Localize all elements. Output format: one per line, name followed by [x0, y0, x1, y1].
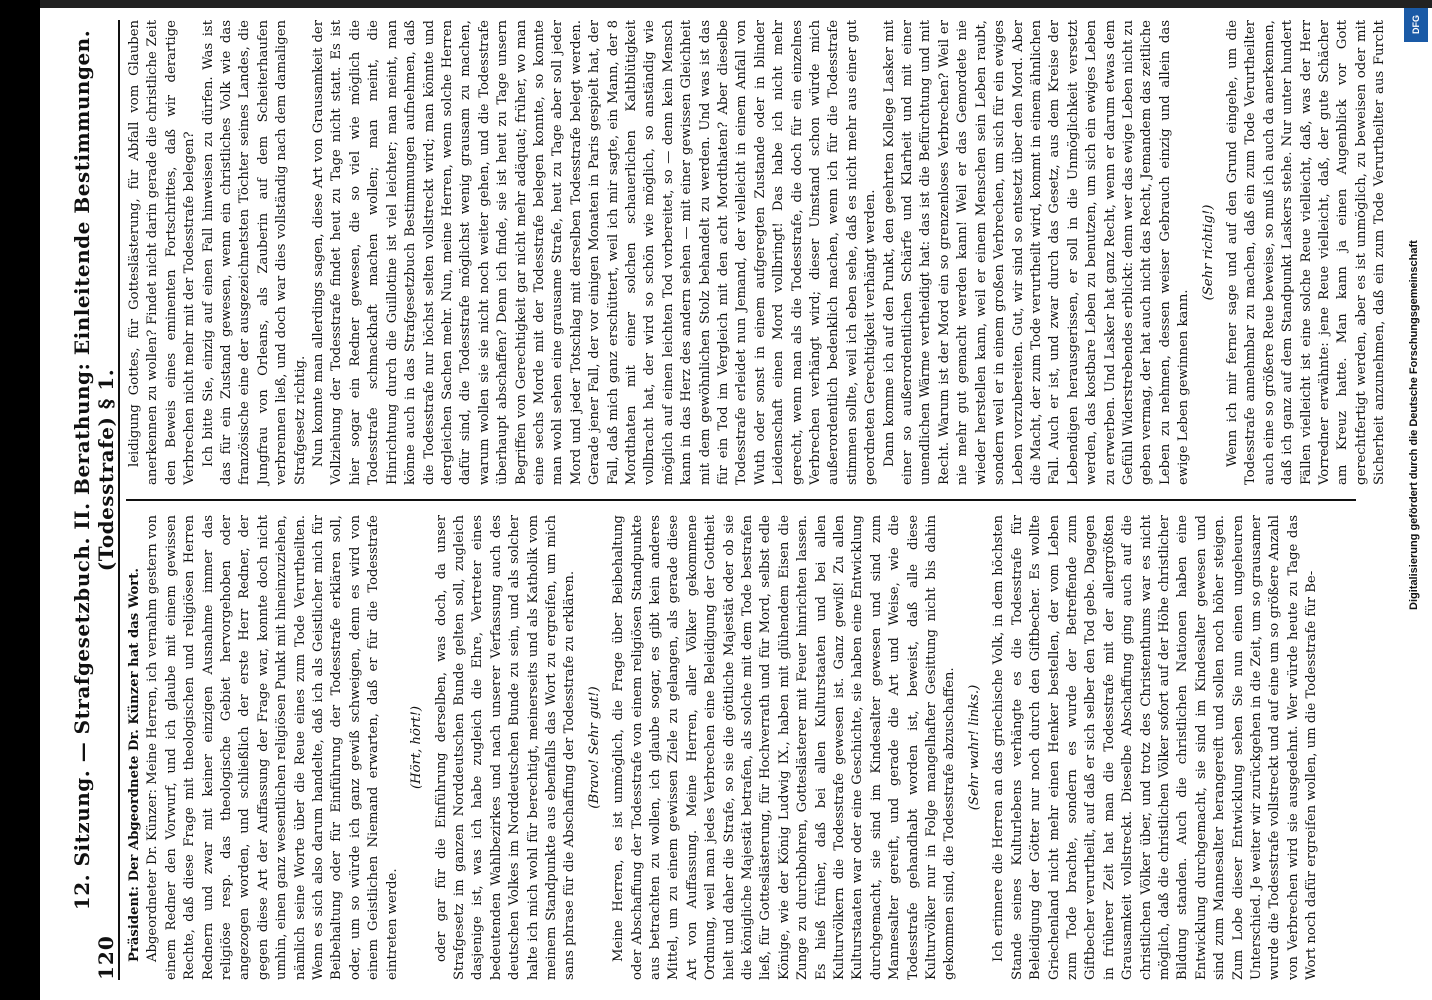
- running-title: 12. Sitzung. — Strafgesetzbuch. II. Berathung: Einleitende Bestimmungen. (Todesstrafe) § 1.: [70, 29, 118, 911]
- left-column: [126, 515, 1356, 980]
- interjection: (Sehr wahr! links.): [966, 684, 982, 811]
- scan-dark-edge: [0, 0, 40, 1000]
- interjection: (Bravo! Sehr gut!): [586, 686, 602, 809]
- paragraph: Ich erinnere die Herren an das griechische Volk, in dem höchsten Stande seines Kulturlebens verhängte es die Todesstrafe für Beleidigung der Götter nur noch durch den Giftbecher. Es wollte Griechenland nicht mehr einen Henker bestellen, der vom Leben zum Tode brachte, sondern es wurde der Betreffende zum Giftbecher verurtheilt, auf daß er sich selber den Tod gebe. Dagegen in früherer Zeit hat man die Todesstrafe mit der allergrößten Grausamkeit vollstreckt. Dieselbe Abschaffung ging auch auf die christlichen Völker über, und trotz des Christenthums war es nicht möglich, daß die christlichen Völker sofort auf der Höhe christlicher Bildung standen. Auch die christlichen Nationen haben eine Entwicklung durchgemacht, sie sind im Kindesalter gewesen und sind zum Mannesalter herangereift und sollen noch höher steigen. Zum Lobe dieser Entwicklung sehen Sie nun einen ungeheuren Unterschied. Je weiter wir zurückgehen in die Zeit, um so grausamer wurde die Todesstrafe vollstreckt und auf eine um so größere Anzahl von Verbrechen wird sie ausgedehnt. Wer würde heute zu Tage das Wort noch dafür ergreifen wollen, um die Todesstrafe für Be-: [991, 515, 1320, 980]
- rotated-page-content: [70, 20, 1388, 980]
- paragraph: Ich bitte Sie, einzig auf einen Fall hinweisen zu dürfen. Was ist das für ein Zustand gewesen, wenn ein christliches Volk wie das französische eine der ausgezeichnetsten Töchter seines Landes, die Jungfrau von Orleans, als Zauberin auf dem Scheiterhaufen verbrennen ließ, und doch war dies vollständig nach dem damaligen Strafgesetz richtig.: [200, 20, 308, 485]
- dfg-logo: DFG: [1404, 8, 1428, 42]
- paragraph: Abgeordneter Dr. Künzer: Meine Herren, ich vernahm gestern von einem Redner den Vorwurf, und ich glaube mit einem gewissen Rechte, daß diese Frage mit theologischen und religiösen Herren Rednern und zwar mit keiner einzigen Ausnahme immer das religiöse resp. das theologische Gebiet hervorgehoben oder angezogen worden, und schließlich der erste Herr Redner, der gegen diese Art der Auffassung der Frage war, konnte doch nicht umhin, einen ganz wesentlichen religiösen Punkt mit hineinzuziehen, nämlich seine Worte über die Reue eines zum Tode Verurtheilten. Wenn es sich also darum handelte, daß ich als Geistlicher mich für Beibehaltung oder für Einführung der Todesstrafe erklären soll, oder, um so würde ich ganz gewiß schweigen, denn es wird von einem Geistlichen Niemand erwarten, daß er für die Todesstrafe eintreten werde.: [145, 515, 400, 980]
- running-header: [70, 20, 120, 980]
- paragraph: Meine Herren, es ist unmöglich, die Frage über Beibehaltung oder Abschaffung der Todesstrafe von einem religiösen Standpunkte aus betrachten zu wollen, ich glaube sogar, es gibt kein anderes Mittel, um zu einem gewissen Ziele zu gelangen, als gerade diese Art von Auffassung. Meine Herren, aller Völker gekommene Ordnung, weil man jedes Verbrechen eine Beleidigung der Gottheit hielt und daher die Strafe, so sie die göttliche Majestät oder ob sie die königliche Majestät betrafen, als solche mit dem Tode bestrafen ließ, für Gotteslästerung, für Hochverrath und für Mord, selbst edle Könige, wie der König Ludwig IX., haben mit glühendem Eisen die Zunge zu durchbohren, Gotteslästerer mit Feuer hinrichten lassen. Es hieß früher, daß bei allen Kulturstaaten und bei allen Kulturvölkern die Todesstrafe gewesen ist. Ganz gewiß! Zu allen Kulturstaaten war oder eine Geschichte, sie haben eine Entwicklung durchgemacht, sie sind im Kindesalter gewesen und sind zum Mannesalter gereift, und gerade die Art und Weise, wie die Todesstrafe gehandhabt worden ist, beweist, daß alle diese Kulturvölker nur in Folge mangelhafter Gesittung nicht bis dahin gekommen sind, die Todesstrafe abzuschaffen.: [611, 515, 958, 980]
- page-number: 120: [94, 935, 118, 980]
- interjection: (Hört, hört!): [409, 705, 425, 790]
- text-columns: [126, 20, 1388, 980]
- paragraph: Dann komme ich auf den Punkt, den geehrten Kollege Lasker mit einer so außerordentlichen Schärfe und Klarheit und mit einer unendlichen Wärme vertheidigt hat: das ist die Befürchtung und mit Recht. Warum ist der Mord ein so grenzenloses Verbrechen? Weil er nie mehr gut gemacht werden kann! Weil er das Gemordete nie wieder herstellen kann, weil er einem Menschen sein Leben raubt, sondern weil er in einem großen Verbrechen, um sich für ein ewiges Leben vorzubereiten. Gut, wir sind so entsetzt über den Mord. Aber die Macht, der zum Tode verurtheilt wird, kommt in einem ähnlichen Fall. Auch er ist, und zwar durch das Gesetz, aus dem Kreise der Lebendigen herausgerissen, er soll in die Unmöglichkeit versetzt werden, das kostbare Leben zu benutzen, um sich ein ewiges Leben zu erwerben. Und Lasker hat ganz Recht, wenn er darum etwas dem Gefühl Widerstrebendes erblickt: denn wer das ewige Leben nicht zu geben vermag, der hat auch nicht das Recht, Jemandem das zeitliche Leben zu nehmen, dessen weiser Gebrauch einzig und allein das ewige Leben gewinnen kann.: [881, 20, 1192, 485]
- column-rule: [126, 499, 1356, 501]
- paragraph: oder gar für die Einführung derselben, was doch, da unser Strafgesetz im ganzen Norddeutschen Bunde gelten soll, zugleich dasjenige ist, was ich habe zugleich die Ehre, Vertreter eines bedeutenden Wahlbezirkes und nach unserer Verfassung auch des deutschen Volkes im Norddeutschen Bunde zu sein, und als solcher halte ich mich wohl für berechtigt, meinerseits und als Katholik vom meinem Standpunkte aus ebenfalls das Wort zu ergreifen, um mich sans phrase für die Abschaffung der Todesstrafe zu erklären.: [433, 515, 578, 980]
- interjection: (Sehr richtig!): [1200, 204, 1216, 301]
- paragraph: Nun konnte man allerdings sagen, diese Art von Grausamkeit der Vollziehung der Todesstrafe findet heut zu Tage nicht statt. Es ist hier sogar ein Redner gewesen, die so viel wie möglich die Todesstrafe schmackhaft machen wollen; man meint, die Hinrichtung durch die Guillotine ist viel leichter; man meint, man könne auch in das Strafgesetzbuch Bestimmungen aufnehmen, daß die Todesstrafe nur höchst selten vollstreckt wird; man könnte und dergleichen Sachen mehr. Nun, meine Herren, wenn solche Herren dafür sind, die Todesstrafe möglichst wenig grausam zu machen, warum wollen sie sie nicht noch weiter gehen, und die Todesstrafe überhaupt abschaffen? Denn ich finde, sie ist heut zu Tage unsern Begriffen von Gerechtigkeit gar nicht mehr adäquat; früher, wo man eine sechs Morde mit der Todesstrafe belegen konnte, so konnte man wohl sehen eine grausame Strafe, heut zu Tage aber soll jeder Mord und jeder Totschlag mit derselben Todesstrafe belegt werden. Gerade jener Fall, der vor einigen Monaten in Paris gespielt hat, der Fall, daß mich ganz erschüttert, weil ich mir sagte, ein Mann, der 8 Mordthaten mit einer solchen schauerlichen Kaltblütigkeit vollbracht hat, der wird so schön wie möglich, so anständig wie möglich auf einen leichten Tod vorbereitet, so — denn kein Mensch kann in das Herz des andern sehen — mit einer gewissen Gleichheit mit dem gewöhnlichen Stolz behandelt zu werden. Und was ist das für ein Tod im Vergleich mit den acht Mordthaten? Aber dieselbe Todesstrafe erleidet nun Jemand, der vielleicht in einem Anfall von Wuth oder sonst in einem aufgeregten Zustande oder in blinder Leidenschaft einen Mord vollbringt! Das habe ich nicht mehr gerecht, wenn man als die Todesstrafe, die doch für ein einzelnes Verbrechen verhängt wird; dieser Umstand schon würde mich außerordentlich bedenklich machen, wenn ich für die Todesstrafe stimmen sollte, weil ich eben sehe, daß es nicht mehr aus einer gut geordneten Gerechtigkeit verhängt werden.: [311, 20, 879, 485]
- paragraph: leidigung Gottes, für Gotteslästerung, für Abfall vom Glauben anerkennen zu wollen? Findet nicht darin gerade die christliche Zeit den Beweis eines eminenten Fortschrittes, daß wir derartige Verbrechen nicht mehr mit der Todesstrafe belegen?: [127, 20, 198, 485]
- digitization-credit: Digitalisierung gefördert durch die Deutsche Forschungsgemeinschaft: [1408, 240, 1420, 610]
- paragraph: Wenn ich mir ferner sage und auf den Grund eingehe, um die Todesstrafe annehmbar zu machen, daß ein zum Tode Verurtheilter auch eine so größere Reue beweise, so muß ich auch da anerkennen, daß ich ganz auf dem Standpunkt Laskers stehe. Nur unter hundert Fällen vielleicht ist eine solche Reue vielleicht, daß, was der Herr Vorredner erwähnte: jene Reue vielleicht, daß, der gute Schächer am Kreuz hatte. Man kann ja einen Augenblick vor Gott gerechtfertigt werden, aber es ist unmöglich, zu beweisen oder mit Sicherheit anzunehmen, daß ein zum Tode Verurtheilter aus Furcht: [1224, 20, 1388, 485]
- paragraph: Präsident: Der Abgeordnete Dr. Künzer hat das Wort.: [127, 568, 142, 962]
- right-column: [126, 20, 1388, 485]
- scan-top-edge: [40, 0, 1432, 8]
